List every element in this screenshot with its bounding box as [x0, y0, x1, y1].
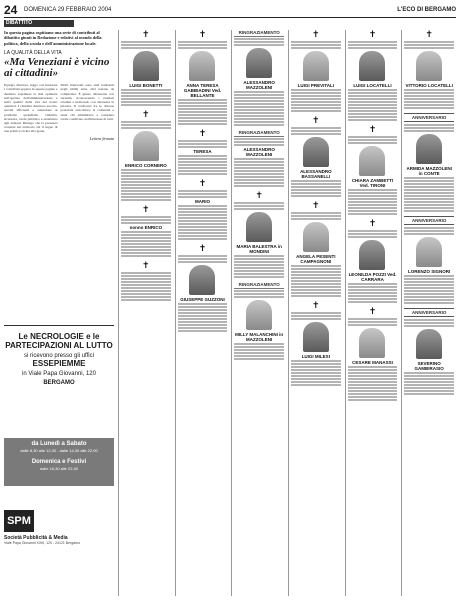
deceased-name: LUIGI MILESI	[301, 354, 330, 359]
portrait-photo	[303, 222, 329, 252]
text-lines	[291, 41, 341, 49]
obituary-grid	[118, 30, 456, 596]
portrait-photo	[133, 131, 159, 161]
cross-icon: ✝	[368, 125, 377, 135]
obituary-notice	[178, 30, 228, 126]
cross-icon: ✝	[368, 219, 377, 229]
notice-title: Le NECROLOGIE e le PARTECIPAZIONI AL LUTTO	[5, 332, 113, 350]
text-lines	[404, 41, 454, 49]
obituary-notice	[404, 30, 454, 110]
portrait-photo	[303, 51, 329, 81]
notice-sub: si ricevono presso gli uffici	[24, 353, 94, 359]
obituary-notice	[404, 308, 454, 396]
text-lines	[404, 89, 454, 109]
text-lines	[121, 89, 171, 106]
text-lines	[121, 169, 171, 201]
thanks-heading: RINGRAZIAMENTO	[234, 130, 284, 137]
obituary-column	[401, 30, 456, 596]
portrait-photo	[246, 212, 272, 242]
cross-icon: ✝	[198, 244, 207, 254]
portrait-photo	[416, 134, 442, 164]
notice-company: ESSEPIEMME	[32, 359, 86, 368]
cross-icon: ✝	[198, 129, 207, 139]
text-lines	[348, 318, 398, 326]
publisher-block	[4, 510, 114, 545]
text-lines	[291, 89, 341, 112]
obituary-notice	[291, 301, 341, 387]
text-lines	[178, 190, 228, 198]
obituary-notice	[348, 307, 398, 402]
text-lines	[234, 343, 284, 360]
text-lines	[178, 255, 228, 263]
text-lines	[178, 99, 228, 125]
deceased-name: ANNA TERESA GABBIADINI Ved. BELLANTE	[183, 83, 222, 98]
deceased-name: nonno ENRICO	[129, 225, 163, 230]
portrait-photo	[359, 146, 385, 176]
obituary-notice-box	[4, 325, 114, 386]
article-body	[4, 83, 114, 133]
publisher-name: Società Pubblicità & Media	[4, 535, 68, 541]
obituary-notice	[121, 261, 171, 302]
obituary-column	[231, 30, 286, 596]
cross-icon: ✝	[142, 205, 150, 215]
obituary-column	[118, 30, 173, 596]
body-column: Egregio direttore, leggo con interesse i contributi apparsi in queste pagine e desidero esprimere la mia opinione sull'operato dell'amministrazione e sulla qualità della vita nei nostri quartieri. I cittadini chiedono ascolto, servizi efficienti e attenzione ai problemi quotidiani: viabilità, sicurezza, verde pubblico e assistenza agli anziani. Ritengo che la presenza costante sul territorio sia il segno di una politica vicina alla gente.	[4, 83, 58, 134]
obituary-notice	[121, 30, 171, 107]
page-number: 24	[4, 3, 18, 17]
text-lines	[178, 155, 228, 175]
portrait-photo	[189, 265, 215, 295]
obituary-notice	[291, 201, 341, 298]
article-signature: Lettera firmata	[89, 135, 114, 141]
portrait-photo	[133, 51, 159, 81]
cross-icon: ✝	[198, 30, 207, 40]
deceased-name: CESARE MANASSI	[352, 360, 393, 365]
deceased-name: ALESSANDRO BASSANELLI	[300, 169, 332, 179]
text-lines	[404, 177, 454, 212]
text-lines	[291, 312, 341, 320]
obituary-notice	[234, 30, 284, 127]
cross-icon: ✝	[312, 201, 320, 211]
deceased-name: LEONILDA POZZI Ved. CARRARA	[348, 272, 397, 282]
obituary-notice	[291, 30, 341, 113]
text-lines	[348, 89, 398, 121]
anniversary-heading: ANNIVERSARIO	[404, 308, 454, 317]
obituary-notice	[178, 244, 228, 333]
issue-date: DOMENICA 29 FEBBRAIO 2004	[24, 7, 112, 13]
notice-city: BERGAMO	[43, 380, 75, 386]
weekday-label: da Lunedì a Sabato	[31, 441, 87, 447]
deceased-name: ANGELA PESENTI CAMPAGNONI	[296, 254, 336, 264]
text-lines	[121, 216, 171, 224]
office-hours-box	[4, 438, 114, 486]
text-lines	[234, 138, 284, 146]
deceased-name: ARMIDA MAZZOLENI in CONTE	[406, 166, 452, 176]
text-lines	[404, 124, 454, 132]
thanks-heading: RINGRAZIAMENTO	[234, 282, 284, 289]
obituary-notice	[234, 191, 284, 279]
publisher-address: Viale Papa Giovanni XXIII, 120 - 24121 Bergamo	[4, 541, 81, 545]
cross-icon: ✝	[198, 179, 207, 189]
obituary-notice	[348, 219, 398, 304]
deceased-name: SEVERINO GAMBIRASIO	[414, 361, 444, 371]
portrait-photo	[246, 300, 272, 330]
cross-icon: ✝	[142, 261, 150, 271]
text-lines	[404, 319, 454, 327]
obituary-notice	[234, 282, 284, 361]
text-lines	[121, 281, 171, 301]
holiday-hours: dalle 16,30 alle 22,00	[39, 466, 79, 471]
holiday-label: Domenica e Festivi	[31, 459, 87, 465]
text-lines	[234, 38, 284, 46]
text-lines	[348, 136, 398, 144]
deceased-name: MARIO	[194, 199, 210, 204]
obituary-notice	[234, 130, 284, 188]
text-lines	[121, 231, 171, 257]
portrait-photo	[303, 137, 329, 167]
body-column: Molti interventi sono stati realizzati negli ultimi anni, altri restano da completare. È giusto discuterne con serenità, riconoscendo i risultati ottenuti e indicando con chiarezza le priorità. Il confronto tra le diverse posizioni arricchisce la comunità e aiuta chi amministra a compiere scelte condivise, nell'interesse di tutti.	[60, 83, 114, 121]
text-lines	[234, 202, 284, 210]
portrait-photo	[359, 328, 385, 358]
deceased-name: LUIGI LOCATELLI	[353, 83, 392, 88]
cross-icon: ✝	[368, 307, 377, 317]
text-lines	[348, 41, 398, 49]
text-lines	[234, 158, 284, 187]
portrait-photo	[303, 322, 329, 352]
thanks-heading: RINGRAZIAMENTO	[234, 30, 284, 37]
article-kicker: LA QUALITÀ DELLA VITA	[4, 50, 62, 57]
text-lines	[178, 41, 228, 49]
section-label: DIBATTITO	[4, 20, 74, 27]
cross-icon: ✝	[368, 30, 377, 40]
deceased-name: TERESA	[193, 149, 212, 154]
deceased-name: CHIARA ZAMBETTI Ved. TIRONI	[351, 178, 394, 188]
cross-icon: ✝	[312, 301, 320, 311]
portrait-photo	[416, 51, 442, 81]
article-intro: In questa pagina ospitiamo una serie di contributi al dibattito giunti in Redazione e relativi al mondo della politica, della scuola e dell'amministrazione locale.	[4, 30, 102, 46]
deceased-name: VITTORIO LOCATELLI	[405, 83, 453, 88]
text-lines	[234, 290, 284, 298]
deceased-name: MARIA BALESTRA in MONDINI	[236, 244, 282, 254]
text-lines	[348, 283, 398, 303]
text-lines	[404, 227, 454, 235]
publisher-logo: SPM	[4, 510, 34, 532]
page-header	[4, 4, 456, 18]
obituary-notice	[178, 129, 228, 176]
deceased-name: MILLY MALANCHINI in MAZZOLENI	[235, 332, 284, 342]
deceased-name: ALESSANDRO MAZZOLENI	[243, 80, 275, 90]
text-lines	[121, 272, 171, 280]
portrait-photo	[416, 329, 442, 359]
portrait-photo	[416, 237, 442, 267]
cross-icon: ✝	[312, 30, 320, 40]
notice-address: in Viale Papa Giovanni, 120	[22, 371, 96, 377]
text-lines	[121, 41, 171, 49]
obituary-notice	[404, 113, 454, 213]
article-headline: «Ma Veneziani è vicino ai cittadini»	[4, 56, 110, 80]
deceased-name: LORENZO SIGNORI	[408, 269, 451, 274]
text-lines	[178, 303, 228, 332]
deceased-name: LUIGI PREVITALI	[297, 83, 335, 88]
cross-icon: ✝	[142, 30, 150, 40]
text-lines	[291, 180, 341, 197]
obituary-column	[175, 30, 230, 596]
text-lines	[234, 255, 284, 278]
weekday-hours: dalle 8,30 alle 12,30 - dalle 14,30 alle 22,00	[20, 448, 98, 453]
obituary-notice	[291, 116, 341, 198]
obituary-notice	[404, 216, 454, 305]
text-lines	[348, 189, 398, 215]
obituary-notice	[348, 30, 398, 122]
text-lines	[234, 91, 284, 126]
cross-icon: ✝	[312, 116, 320, 126]
anniversary-heading: ANNIVERSARIO	[404, 113, 454, 122]
text-lines	[291, 265, 341, 297]
text-lines	[178, 205, 228, 240]
anniversary-heading: ANNIVERSARIO	[404, 216, 454, 225]
deceased-name: ALESSANDRO MAZZOLENI	[243, 147, 275, 157]
text-lines	[291, 127, 341, 135]
text-lines	[121, 121, 171, 129]
obituary-column	[288, 30, 343, 596]
cross-icon: ✝	[255, 191, 263, 201]
text-lines	[291, 360, 341, 386]
portrait-photo	[359, 240, 385, 270]
obituary-notice	[121, 205, 171, 258]
text-lines	[291, 212, 341, 220]
obituary-notice	[178, 179, 228, 241]
deceased-name: ENRICO CORNERO	[124, 163, 167, 168]
text-lines	[348, 230, 398, 238]
obituary-notice	[348, 125, 398, 216]
obituary-column	[345, 30, 400, 596]
portrait-photo	[359, 51, 385, 81]
text-lines	[404, 275, 454, 304]
deceased-name: LUIGI BONETTI	[129, 83, 163, 88]
text-lines	[178, 140, 228, 148]
cross-icon: ✝	[425, 30, 433, 40]
newspaper-name: L'ECO DI BERGAMO	[397, 7, 456, 13]
cross-icon: ✝	[142, 110, 150, 120]
deceased-name: GIUSEPPE GUZZONI	[180, 297, 225, 302]
portrait-photo	[246, 48, 272, 78]
text-lines	[348, 366, 398, 401]
text-lines	[404, 372, 454, 395]
obituary-notice	[121, 110, 171, 202]
portrait-photo	[189, 51, 215, 81]
